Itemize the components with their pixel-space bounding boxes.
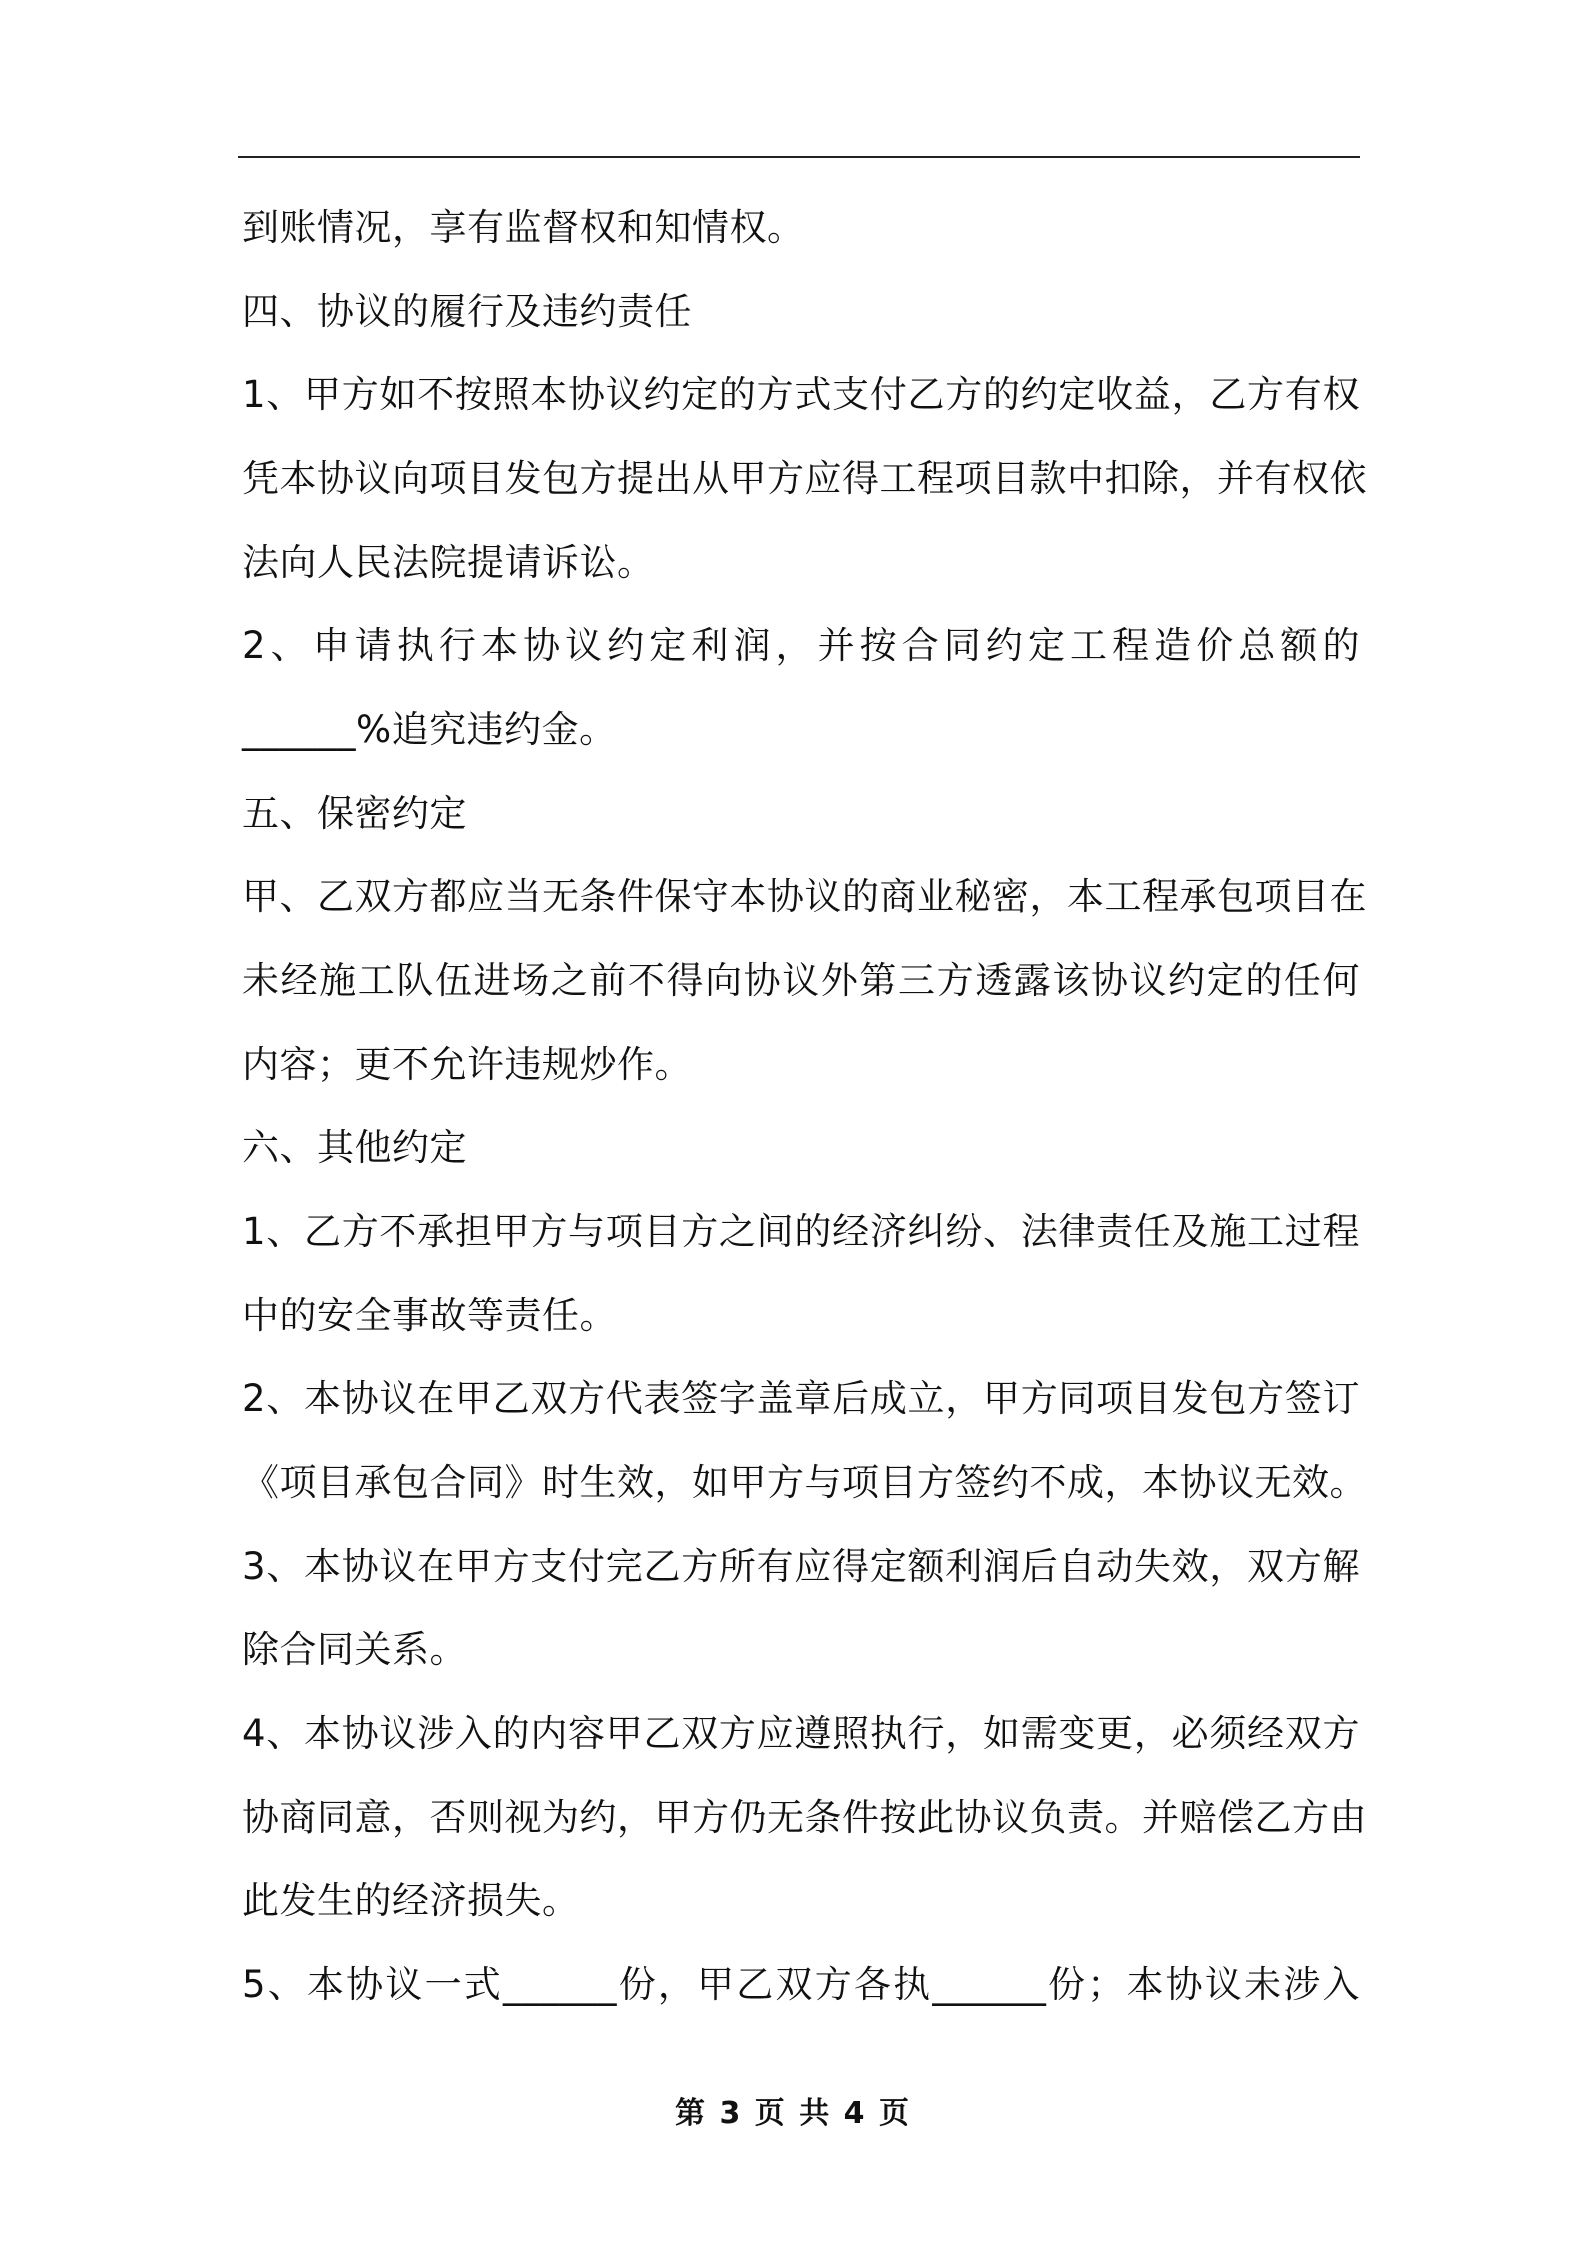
text-line: 除合同关系。 — [242, 1628, 467, 1671]
text-line: 内容；更不允许违规炒作。 — [242, 1043, 692, 1086]
text-line: 1、甲方如不按照本协议约定的方式支付乙方的约定收益，乙方有权 — [242, 373, 1360, 416]
text-line: 《项目承包合同》时生效，如甲方与项目方签约不成，本协议无效。 — [242, 1461, 1367, 1504]
text-line: 到账情况，享有监督权和知情权。 — [242, 206, 805, 249]
text-line: 2、本协议在甲乙双方代表签字盖章后成立，甲方同项目发包方签订 — [242, 1377, 1360, 1420]
text-line: 协商同意，否则视为约，甲方仍无条件按此协议负责。并赔偿乙方由 — [242, 1796, 1367, 1839]
header-rule — [238, 156, 1360, 158]
section-heading: 六、其他约定 — [242, 1126, 467, 1169]
text-line: 此发生的经济损失。 — [242, 1879, 580, 1922]
text-line: 甲、乙双方都应当无条件保守本协议的商业秘密，本工程承包项目在 — [242, 875, 1367, 918]
section-heading: 五、保密约定 — [242, 792, 467, 835]
text-line: ______%追究违约金。 — [242, 708, 617, 751]
text-line: 1、乙方不承担甲方与项目方之间的经济纠纷、法律责任及施工过程 — [242, 1210, 1360, 1253]
text-line: 4、本协议涉入的内容甲乙双方应遵照执行，如需变更，必须经双方 — [242, 1712, 1360, 1755]
text-line: 3、本协议在甲方支付完乙方所有应得定额利润后自动失效，双方解 — [242, 1545, 1360, 1588]
section-heading: 四、协议的履行及违约责任 — [242, 290, 692, 333]
text-line: 凭本协议向项目发包方提出从甲方应得工程项目款中扣除，并有权依 — [242, 457, 1367, 500]
text-line: 未经施工队伍进场之前不得向协议外第三方透露该协议约定的任何 — [242, 959, 1360, 1002]
text-line: 法向人民法院提请诉讼。 — [242, 541, 655, 584]
page-number-footer: 第 3 页 共 4 页 — [675, 2096, 911, 2131]
text-line: 中的安全事故等责任。 — [242, 1294, 617, 1337]
text-line: 5、本协议一式______份，甲乙双方各执______份；本协议未涉入 — [242, 1963, 1360, 2006]
text-line: 2、申请执行本协议约定利润，并按合同约定工程造价总额的 — [242, 624, 1360, 667]
